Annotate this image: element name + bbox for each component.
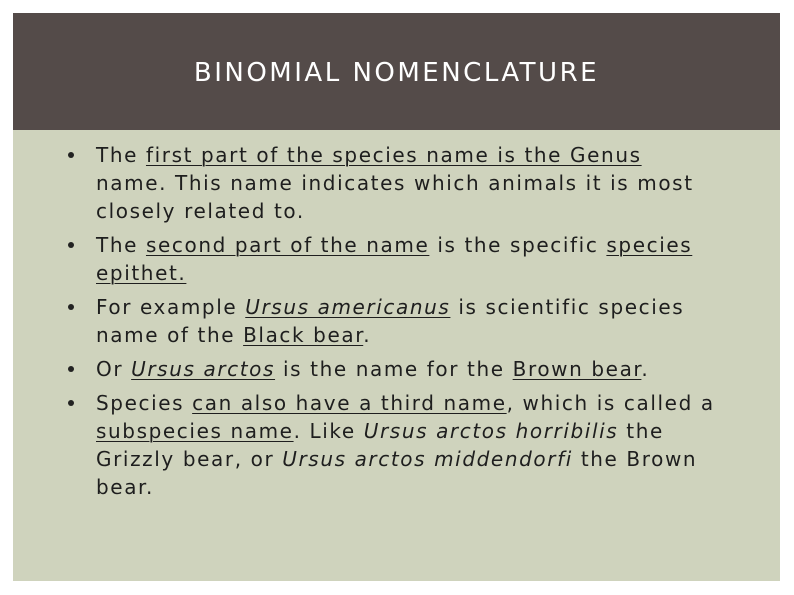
underlined-text: second part of the name [145, 233, 430, 257]
underlined-text: species epithet. [96, 233, 693, 285]
underlined-text: subspecies name [96, 419, 294, 443]
bullet-dot-icon [68, 400, 74, 406]
bullet-text: . Like [293, 419, 364, 443]
bullet-text: is scientific species name of the [96, 295, 685, 347]
bullet-text: Or [96, 357, 132, 381]
slide [13, 13, 780, 581]
bullet-item [13, 355, 716, 383]
bullet-text: the Brown bear. [96, 447, 698, 499]
underlined-text: Brown bear [512, 357, 642, 381]
bullet-dot-icon [68, 304, 74, 310]
bullet-item [13, 293, 716, 349]
scientific-name: Ursus arctos horribilis [363, 419, 619, 443]
bullet-dot-icon [68, 242, 74, 248]
underlined-text: first part of the species name is the Genus [145, 143, 642, 167]
scientific-name: Ursus arctos middendorfi [282, 447, 573, 471]
bullet-text: name. This name indicates which animals it is most closely related to. [96, 171, 694, 223]
bullet-item [13, 389, 716, 501]
bullet-dot-icon [68, 366, 74, 372]
scientific-name: Ursus americanus [245, 295, 451, 319]
bullet-text: . [363, 323, 372, 347]
bullet-text: the Grizzly bear, or [96, 419, 664, 471]
bullet-text: , which is called a [506, 391, 715, 415]
bullet-text: is the name for the [275, 357, 513, 381]
bullet-text: . [641, 357, 650, 381]
bullet-item [13, 231, 716, 287]
scientific-name: Ursus arctos [131, 357, 276, 381]
bullet-text: Species [96, 391, 193, 415]
bullet-text: The [96, 233, 146, 257]
bullet-text: For example [96, 295, 246, 319]
bullet-text: The [96, 143, 146, 167]
slide-title: BINOMIAL NOMENCLATURE [193, 58, 600, 88]
bullet-item [13, 141, 716, 225]
title-bar [13, 13, 780, 130]
bullet-text: is the specific [429, 233, 607, 257]
bullet-list [13, 141, 780, 507]
underlined-text: can also have a third name [192, 391, 507, 415]
underlined-text: Black bear [243, 323, 364, 347]
bullet-dot-icon [68, 152, 74, 158]
